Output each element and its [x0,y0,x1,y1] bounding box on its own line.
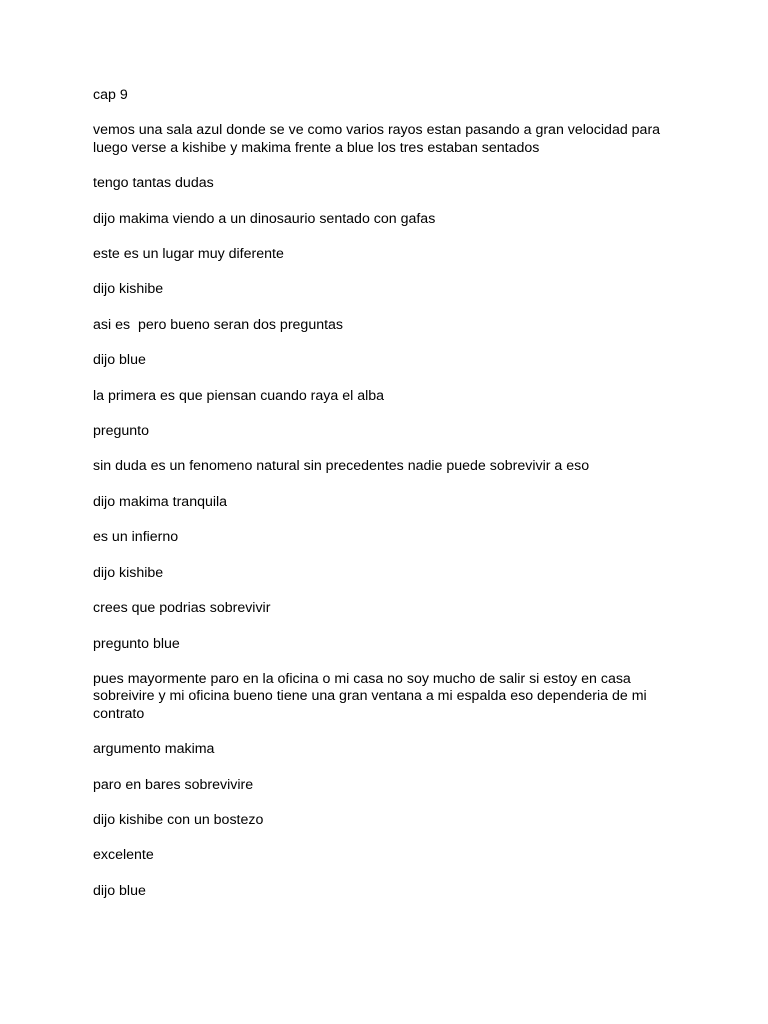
paragraph: dijo kishibe [93,564,164,581]
paragraph: este es un lugar muy diferente [93,246,284,263]
paragraph: dijo makima tranquila [93,493,228,510]
paragraph: asi es pero bueno seran dos preguntas [93,316,344,333]
document-body [93,87,673,900]
paragraph: sin duda es un fenomeno natural sin precedentes nadie puede sobrevivir a eso [93,458,590,475]
paragraph: paro en bares sobrevivire [93,776,254,793]
chapter-heading: cap 9 [93,87,128,103]
paragraph: es un infierno [93,529,179,546]
paragraph: pregunto [93,423,150,440]
paragraph: tengo tantas dudas [93,175,214,192]
paragraph: crees que podrias sobrevivir [93,600,271,617]
paragraph: la primera es que piensan cuando raya el alba [93,387,385,404]
paragraph: dijo blue [93,352,146,369]
paragraph: pregunto blue [93,635,180,652]
paragraph: dijo blue [93,882,146,899]
paragraph: pues mayormente paro en la oficina o mi casa no soy mucho de salir si estoy en casa sobreivire y mi oficina bueno tiene una gran ventana a mi espalda eso dependeria de mi contrato [93,670,647,722]
paragraph: dijo kishibe con un bostezo [93,811,264,828]
paragraph: dijo kishibe [93,281,164,298]
paragraph: dijo makima viendo a un dinosaurio sentado con gafas [93,210,436,227]
paragraph: vemos una sala azul donde se ve como varios rayos estan pasando a gran velocidad para luego verse a kishibe y makima frente a blue los tres estaban sentados [93,122,661,156]
paragraph: excelente [93,847,154,864]
paragraph: argumento makima [93,741,215,758]
